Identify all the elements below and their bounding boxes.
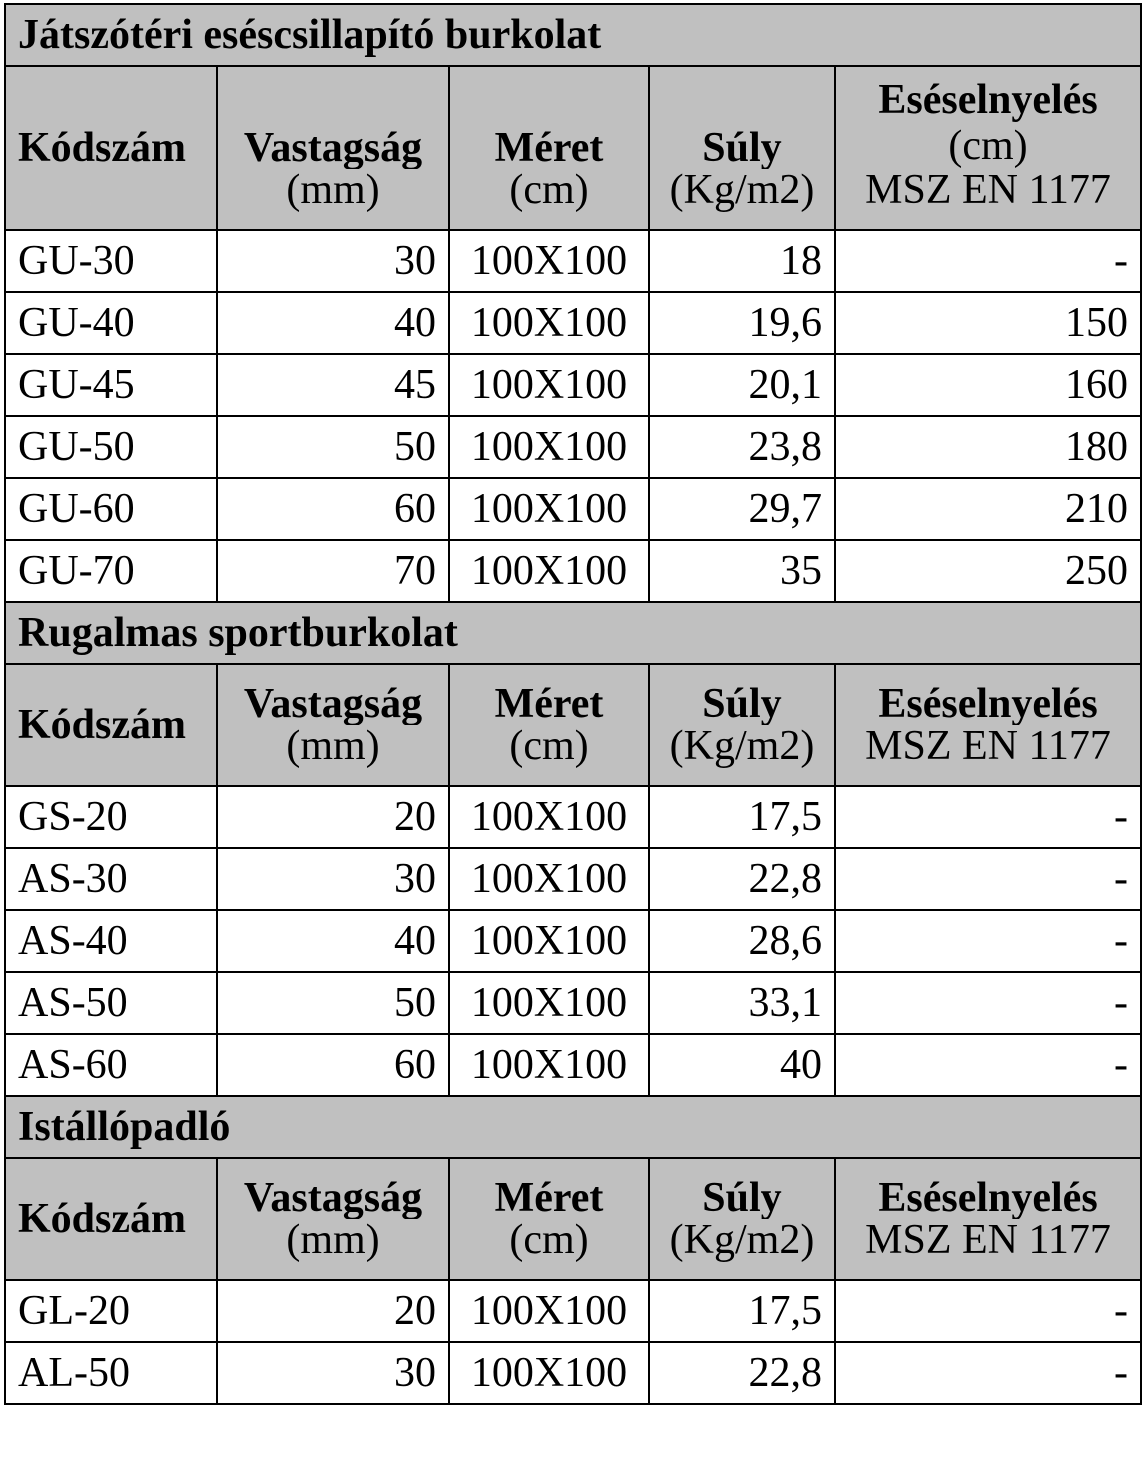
cell-weight: 35 bbox=[649, 540, 835, 602]
cell-weight: 18 bbox=[649, 230, 835, 292]
column-header-row bbox=[5, 664, 1141, 725]
cell-absorption: - bbox=[835, 786, 1141, 848]
header-absorption-label: Eséselnyelés bbox=[878, 681, 1098, 725]
cell-code: GU-30 bbox=[5, 230, 217, 292]
header-weight: Súly bbox=[649, 1158, 835, 1219]
table-row bbox=[5, 540, 1141, 602]
cell-size: 100X100 bbox=[449, 848, 649, 910]
cell-absorption: - bbox=[835, 848, 1141, 910]
table-row bbox=[5, 786, 1141, 848]
cell-thickness: 40 bbox=[217, 910, 449, 972]
header-absorption bbox=[835, 66, 1141, 169]
cell-size: 100X100 bbox=[449, 354, 649, 416]
header-absorption-standard: MSZ EN 1177 bbox=[835, 169, 1141, 230]
header-thickness: Vastagság bbox=[217, 66, 449, 169]
table-row bbox=[5, 416, 1141, 478]
cell-code: AS-30 bbox=[5, 848, 217, 910]
cell-code: AS-50 bbox=[5, 972, 217, 1034]
cell-size: 100X100 bbox=[449, 972, 649, 1034]
cell-thickness: 30 bbox=[217, 230, 449, 292]
table-row bbox=[5, 972, 1141, 1034]
cell-thickness: 60 bbox=[217, 478, 449, 540]
cell-size: 100X100 bbox=[449, 1342, 649, 1404]
cell-absorption: - bbox=[835, 1280, 1141, 1342]
cell-thickness: 50 bbox=[217, 416, 449, 478]
cell-thickness: 30 bbox=[217, 848, 449, 910]
header-size-unit: (cm) bbox=[449, 725, 649, 786]
header-thickness: Vastagság bbox=[217, 1158, 449, 1219]
cell-code: GU-40 bbox=[5, 292, 217, 354]
product-spec-table bbox=[4, 3, 1142, 1405]
cell-thickness: 20 bbox=[217, 786, 449, 848]
cell-size: 100X100 bbox=[449, 540, 649, 602]
cell-weight: 19,6 bbox=[649, 292, 835, 354]
header-size-unit: (cm) bbox=[449, 1219, 649, 1280]
cell-size: 100X100 bbox=[449, 416, 649, 478]
section-title-row bbox=[5, 602, 1141, 664]
cell-absorption: 180 bbox=[835, 416, 1141, 478]
section-title-row bbox=[5, 4, 1141, 66]
cell-absorption: 160 bbox=[835, 354, 1141, 416]
header-size: Méret bbox=[449, 664, 649, 725]
table-row bbox=[5, 1342, 1141, 1404]
cell-weight: 17,5 bbox=[649, 1280, 835, 1342]
header-weight-unit: (Kg/m2) bbox=[649, 1219, 835, 1280]
cell-weight: 22,8 bbox=[649, 1342, 835, 1404]
cell-thickness: 45 bbox=[217, 354, 449, 416]
table-row bbox=[5, 478, 1141, 540]
cell-code: GS-20 bbox=[5, 786, 217, 848]
cell-absorption: - bbox=[835, 1034, 1141, 1096]
header-thickness: Vastagság bbox=[217, 664, 449, 725]
header-weight: Súly bbox=[649, 664, 835, 725]
header-absorption-unit: (cm) bbox=[948, 122, 1028, 169]
header-weight-unit: (Kg/m2) bbox=[649, 725, 835, 786]
cell-size: 100X100 bbox=[449, 230, 649, 292]
cell-absorption: 150 bbox=[835, 292, 1141, 354]
cell-thickness: 40 bbox=[217, 292, 449, 354]
cell-thickness: 50 bbox=[217, 972, 449, 1034]
table-row bbox=[5, 1034, 1141, 1096]
header-weight: Súly bbox=[649, 66, 835, 169]
table-row bbox=[5, 230, 1141, 292]
cell-code: GU-50 bbox=[5, 416, 217, 478]
header-code: Kódszám bbox=[5, 1158, 217, 1280]
header-code: Kódszám bbox=[5, 664, 217, 786]
cell-weight: 33,1 bbox=[649, 972, 835, 1034]
cell-code: AS-40 bbox=[5, 910, 217, 972]
header-weight-unit: (Kg/m2) bbox=[649, 169, 835, 230]
header-absorption bbox=[835, 664, 1141, 725]
column-header-row bbox=[5, 1158, 1141, 1219]
header-code: Kódszám bbox=[5, 66, 217, 230]
cell-weight: 40 bbox=[649, 1034, 835, 1096]
section-title-row bbox=[5, 1096, 1141, 1158]
cell-code: GU-45 bbox=[5, 354, 217, 416]
cell-thickness: 60 bbox=[217, 1034, 449, 1096]
cell-size: 100X100 bbox=[449, 786, 649, 848]
cell-absorption: - bbox=[835, 1342, 1141, 1404]
cell-code: AL-50 bbox=[5, 1342, 217, 1404]
spec-table-body bbox=[5, 4, 1141, 1404]
cell-weight: 20,1 bbox=[649, 354, 835, 416]
cell-absorption: - bbox=[835, 972, 1141, 1034]
header-thickness-unit: (mm) bbox=[217, 1219, 449, 1280]
cell-absorption: 210 bbox=[835, 478, 1141, 540]
table-row bbox=[5, 354, 1141, 416]
header-absorption-label: Eséselnyelés bbox=[878, 76, 1098, 123]
header-absorption bbox=[835, 1158, 1141, 1219]
header-absorption-label: Eséselnyelés bbox=[878, 1175, 1098, 1219]
header-absorption-standard: MSZ EN 1177 bbox=[835, 1219, 1141, 1280]
cell-size: 100X100 bbox=[449, 478, 649, 540]
cell-thickness: 20 bbox=[217, 1280, 449, 1342]
header-size-unit: (cm) bbox=[449, 169, 649, 230]
table-row bbox=[5, 292, 1141, 354]
cell-absorption: - bbox=[835, 230, 1141, 292]
cell-code: GL-20 bbox=[5, 1280, 217, 1342]
cell-code: GU-60 bbox=[5, 478, 217, 540]
section-title: Játszótéri eséscsillapító burkolat bbox=[5, 4, 1141, 66]
cell-weight: 28,6 bbox=[649, 910, 835, 972]
header-thickness-unit: (mm) bbox=[217, 169, 449, 230]
header-thickness-unit: (mm) bbox=[217, 725, 449, 786]
cell-code: AS-60 bbox=[5, 1034, 217, 1096]
cell-code: GU-70 bbox=[5, 540, 217, 602]
column-header-row bbox=[5, 66, 1141, 169]
section-title: Rugalmas sportburkolat bbox=[5, 602, 1141, 664]
cell-weight: 29,7 bbox=[649, 478, 835, 540]
table-row bbox=[5, 910, 1141, 972]
section-title: Istállópadló bbox=[5, 1096, 1141, 1158]
cell-thickness: 30 bbox=[217, 1342, 449, 1404]
cell-size: 100X100 bbox=[449, 910, 649, 972]
cell-size: 100X100 bbox=[449, 1280, 649, 1342]
cell-thickness: 70 bbox=[217, 540, 449, 602]
cell-weight: 22,8 bbox=[649, 848, 835, 910]
header-size: Méret bbox=[449, 66, 649, 169]
table-row bbox=[5, 1280, 1141, 1342]
cell-size: 100X100 bbox=[449, 1034, 649, 1096]
header-size: Méret bbox=[449, 1158, 649, 1219]
header-absorption-standard: MSZ EN 1177 bbox=[835, 725, 1141, 786]
cell-absorption: - bbox=[835, 910, 1141, 972]
table-row bbox=[5, 848, 1141, 910]
cell-weight: 17,5 bbox=[649, 786, 835, 848]
cell-weight: 23,8 bbox=[649, 416, 835, 478]
cell-size: 100X100 bbox=[449, 292, 649, 354]
cell-absorption: 250 bbox=[835, 540, 1141, 602]
